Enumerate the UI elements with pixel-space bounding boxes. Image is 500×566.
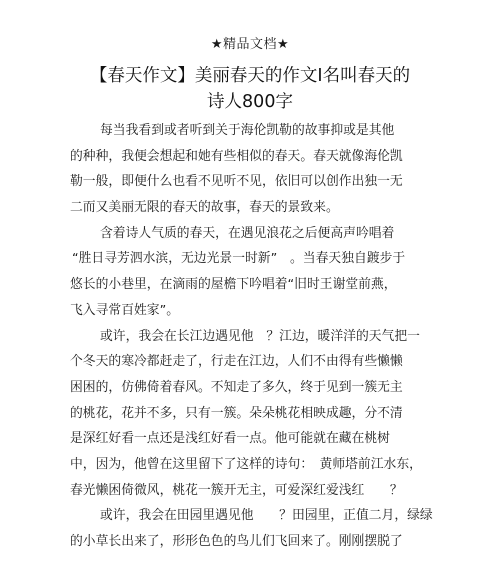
paragraph-line: 的桃花，花并不多，只有一簇。朵朵桃花相映成趣，分不清 — [70, 405, 403, 421]
paragraph-line: 中，因为，他曾在这里留下了这样的诗句： 黄师塔前江水东， — [70, 456, 422, 472]
paragraph-line: 勒一般，即便什么也看不见听不见，依旧可以创作出独一无 — [70, 174, 403, 190]
paragraph-line: 每当我看到或者听到关于海伦凯勒的故事抑或是其他 — [100, 123, 395, 138]
paragraph-line: 含着诗人气质的春天，在遇见浪花之后便高声吟唱着 — [100, 225, 395, 241]
paragraph-line: 是深红好看一点还是浅红好看一点。他可能就在藏在桃树 — [70, 431, 390, 447]
document-header: ★精品文档★ — [210, 37, 290, 52]
paragraph-line: 或许，我会在田园里遇见他 ？田园里，正值二月，绿绿 — [100, 508, 433, 524]
document-title — [40, 63, 460, 115]
document-body — [70, 118, 470, 555]
paragraph-line: 的种种，我便会想起和她有些相似的春天。春天就像海伦凯 — [70, 148, 403, 164]
paragraph-line: 悠长的小巷里，在滴雨的屋檐下吟唱着“旧时王谢堂前燕， — [70, 277, 397, 293]
paragraph-line: 飞入寻常百姓家”。 — [70, 302, 180, 318]
paragraph-line: 个冬天的寒冷都赶走了，行走在江边，人们不由得有些懒懒 — [70, 354, 403, 370]
title-line: 诗人800字 — [207, 92, 293, 112]
title-line: 【春天作文】美丽春天的作文I名叫春天的 — [89, 66, 411, 86]
paragraph-line: 困困的，仿佛倚着春风。不知走了多久，终于见到一簇无主 — [70, 379, 403, 395]
paragraph-line: 的小草长出来了，形形色色的鸟儿们飞回来了。刚刚摆脱了 — [70, 534, 403, 549]
paragraph-line: 或许，我会在长江边遇见他 ？江边，暖洋洋的天气把一 — [100, 328, 420, 344]
paragraph-line: “胜日寻芳泗水滨，无边光景一时新” 。当春天独自踱步于 — [72, 251, 406, 267]
paragraph-line: 春光懒困倚微风，桃花一簇开无主，可爱深红爱浅红 ？ — [70, 482, 403, 498]
paragraph-line: 二而又美丽无限的春天的故事，春天的景致来。 — [70, 200, 339, 216]
